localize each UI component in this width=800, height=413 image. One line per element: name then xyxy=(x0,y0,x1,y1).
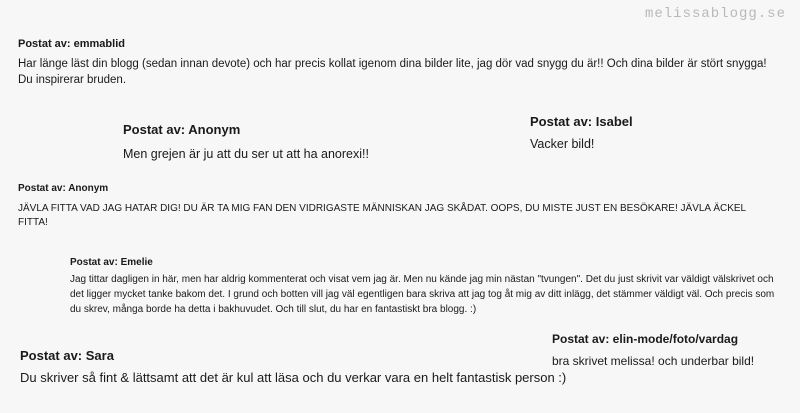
watermark-text: melissablogg.se xyxy=(644,6,786,22)
comment-author: Postat av: emmablid xyxy=(18,38,125,50)
comment-text: Du skriver så fint & lättsamt att det är kul att läsa och du verkar vara en helt fantastisk person :) xyxy=(20,370,567,385)
comment-anonym-1 xyxy=(123,122,443,161)
comment-text: Vacker bild! xyxy=(530,137,595,151)
comment-author: Postat av: Anonym xyxy=(123,122,241,137)
comment-author: Postat av: Sara xyxy=(20,348,114,363)
comment-text: Har länge läst din blogg (sedan innan devote) och har precis kollat igenom dina bilder lite, jag dör vad snygg du är!! Och dina bilder är stört snygga! Du inspirerar bruden. xyxy=(18,58,767,86)
comment-isabel xyxy=(530,114,780,151)
comment-anonym-2 xyxy=(18,183,778,230)
comment-text: JÄVLA FITTA VAD JAG HATAR DIG! DU ÄR TA MIG FAN DEN VIDRIGASTE MÄNNISKAN JAG SKÅDAT. OOPS, DU MISTE JUST EN BESÖKARE! JÄVLA ÄCKEL FITTA! xyxy=(18,203,746,228)
comment-text: Jag tittar dagligen in här, men har aldrig kommenterat och visat vem jag är. Men nu kände jag min nästan "tvungen". Det du just skrivit var väldigt välskrivet och det ligger mycket tanke bakom det. I grund och botten vill jag väl egentligen bara skriva att jag tog åt mig av ditt inlägg, det stämmer väldigt väl. Och precis som du skrev, många borde ha detta i bakhuvudet. Och till slut, du har en fantastiskt bra blogg. :) xyxy=(70,274,775,315)
comment-text: bra skrivet melissa! och underbar bild! xyxy=(552,354,755,368)
comment-author: Postat av: elin-mode/foto/vardag xyxy=(552,332,739,346)
comment-author: Postat av: Anonym xyxy=(18,183,109,194)
comment-author: Postat av: Isabel xyxy=(530,114,633,129)
comment-sara xyxy=(20,348,680,385)
comment-author: Postat av: Emelie xyxy=(70,257,153,268)
comment-text: Men grejen är ju att du ser ut att ha anorexi!! xyxy=(123,147,369,161)
comment-emelie xyxy=(70,257,780,317)
comment-emmablid xyxy=(18,38,778,88)
